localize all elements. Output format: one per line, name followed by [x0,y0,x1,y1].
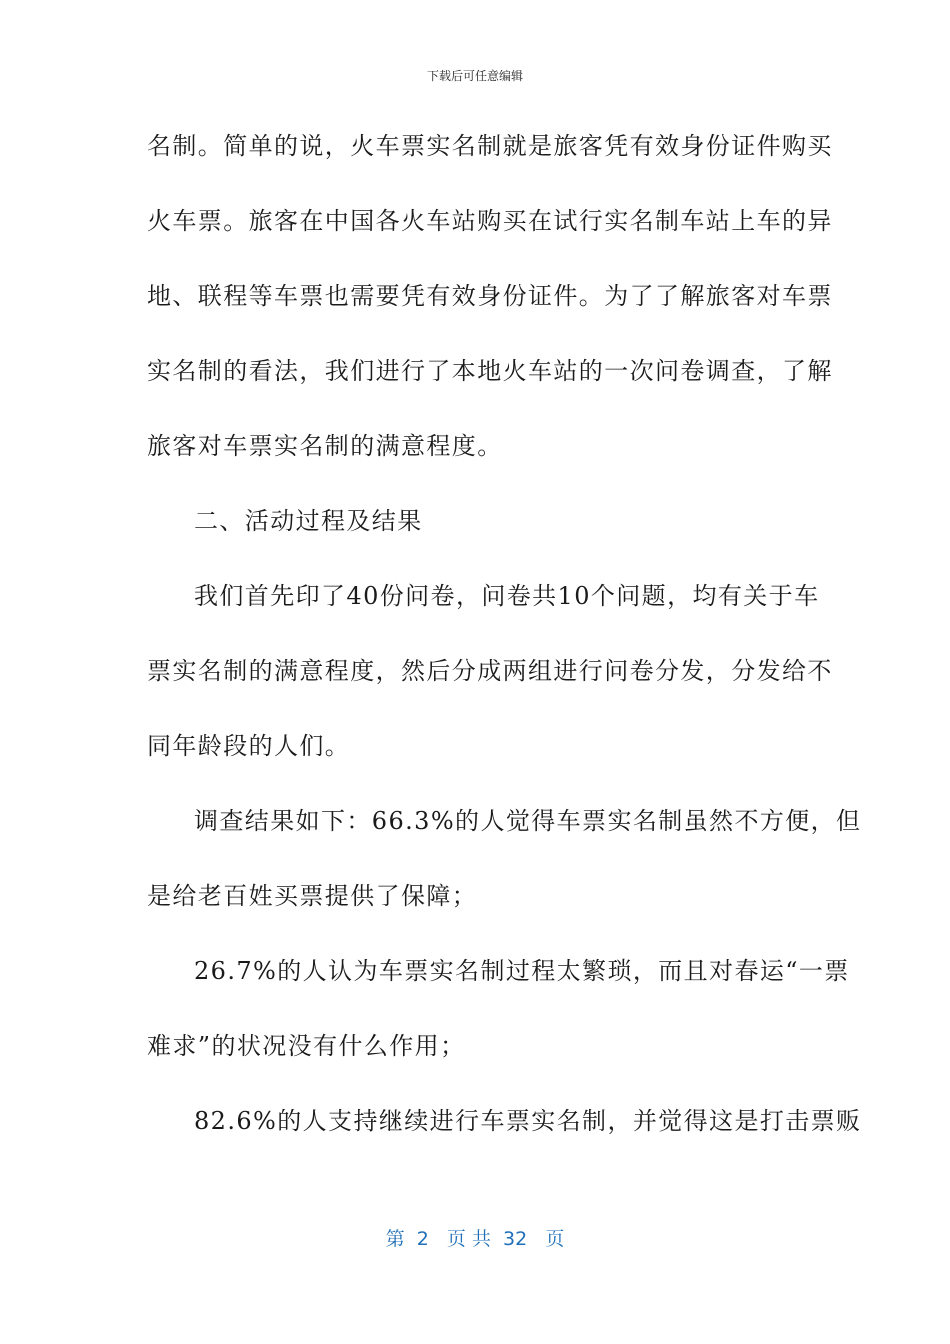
paragraph-line: 我们首先印了40份问卷，问卷共10个问题，均有关于车 [194,582,820,610]
paragraph-line: 旅客对车票实名制的满意程度。 [147,432,503,460]
section-heading: 二、活动过程及结果 [194,507,423,535]
paragraph-line: 地、联程等车票也需要凭有效身份证件。为了了解旅客对车票 [147,282,833,310]
paragraph-line: 火车票。旅客在中国各火车站购买在试行实名制车站上车的异 [147,207,833,235]
paragraph-line: 调查结果如下：66.3%的人觉得车票实名制虽然不方便，但 [194,807,862,835]
paragraph-line: 难求”的状况没有什么作用； [147,1032,466,1060]
paragraph-line: 26.7%的人认为车票实名制过程太繁琐，而且对春运“一票 [194,957,850,985]
paragraph-line: 82.6%的人支持继续进行车票实名制，并觉得这是打击票贩 [194,1107,862,1135]
paragraph-line: 是给老百姓买票提供了保障； [147,882,478,910]
page-number-footer: 第 2 页 共 32 页 [385,1228,565,1250]
paragraph-line: 票实名制的满意程度，然后分成两组进行问卷分发，分发给不 [147,657,833,685]
paragraph-line: 实名制的看法，我们进行了本地火车站的一次问卷调查，了解 [147,357,833,385]
paragraph-line: 名制。简单的说，火车票实名制就是旅客凭有效身份证件购买 [147,132,833,160]
document-body [147,120,862,1170]
page-header: 下载后可任意编辑 [426,69,523,83]
paragraph-line: 同年龄段的人们。 [147,732,351,760]
